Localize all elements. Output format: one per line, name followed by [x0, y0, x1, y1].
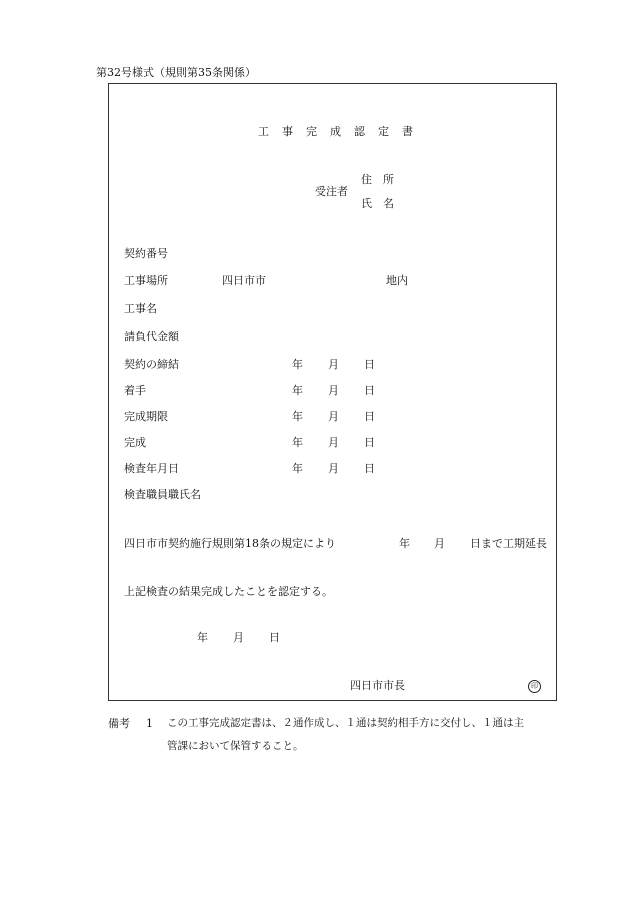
inspector-name-label: 検査職員職氏名 — [124, 488, 201, 501]
year-label: 年 — [292, 384, 303, 397]
day-label: 日 — [364, 410, 375, 423]
work-name-label: 工事名 — [124, 302, 157, 315]
work-location-city: 四日市市 — [222, 274, 266, 287]
notes-line-2: 管課において保管すること。 — [167, 740, 304, 752]
notes-line-1: この工事完成認定書は、２通作成し、１通は契約相手方に交付し、１通は主 — [167, 717, 524, 729]
year-label: 年 — [292, 436, 303, 449]
month-label: 月 — [233, 631, 244, 644]
day-label: 日 — [269, 631, 280, 644]
inspection-date-label: 検査年月日 — [124, 462, 179, 475]
month-label: 月 — [328, 410, 339, 423]
completion-label: 完成 — [124, 436, 146, 449]
year-label: 年 — [197, 631, 208, 644]
certification-statement: 上記検査の結果完成したことを認定する。 — [124, 585, 333, 598]
mayor-title: 四日市市長 — [350, 679, 405, 692]
seal-icon: 印 — [528, 680, 541, 693]
notes-number: 1 — [146, 717, 153, 730]
month-label: 月 — [328, 436, 339, 449]
form-number-label: 第32号様式（規則第35条関係） — [96, 66, 256, 79]
title-char: 完 — [306, 125, 317, 138]
work-location-suffix: 地内 — [386, 274, 408, 287]
year-label: 年 — [399, 537, 410, 550]
commencement-label: 着手 — [124, 384, 146, 397]
title-char: 定 — [378, 125, 389, 138]
contractor-label: 受注者 — [315, 185, 348, 198]
title-char: 書 — [402, 125, 413, 138]
title-char: 成 — [330, 125, 341, 138]
contract-amount-label: 請負代金額 — [124, 330, 179, 343]
name-label: 氏 名 — [361, 197, 394, 210]
notes-label: 備考 — [108, 717, 130, 730]
extension-suffix: 日まで工期延長 — [470, 537, 547, 550]
month-label: 月 — [328, 462, 339, 475]
year-label: 年 — [292, 462, 303, 475]
contract-number-label: 契約番号 — [124, 247, 168, 260]
contract-signing-label: 契約の締結 — [124, 358, 179, 371]
address-label: 住 所 — [361, 173, 394, 186]
month-label: 月 — [328, 358, 339, 371]
day-label: 日 — [364, 436, 375, 449]
day-label: 日 — [364, 384, 375, 397]
document-title — [258, 126, 426, 137]
title-char: 認 — [354, 125, 365, 138]
month-label: 月 — [434, 537, 445, 550]
year-label: 年 — [292, 410, 303, 423]
work-location-label: 工事場所 — [124, 274, 168, 287]
title-char: 事 — [282, 125, 293, 138]
year-label: 年 — [292, 358, 303, 371]
completion-deadline-label: 完成期限 — [124, 410, 168, 423]
month-label: 月 — [328, 384, 339, 397]
day-label: 日 — [364, 462, 375, 475]
extension-text: 四日市市契約施行規則第18条の規定により — [124, 537, 336, 550]
title-char: 工 — [258, 125, 269, 138]
day-label: 日 — [364, 358, 375, 371]
